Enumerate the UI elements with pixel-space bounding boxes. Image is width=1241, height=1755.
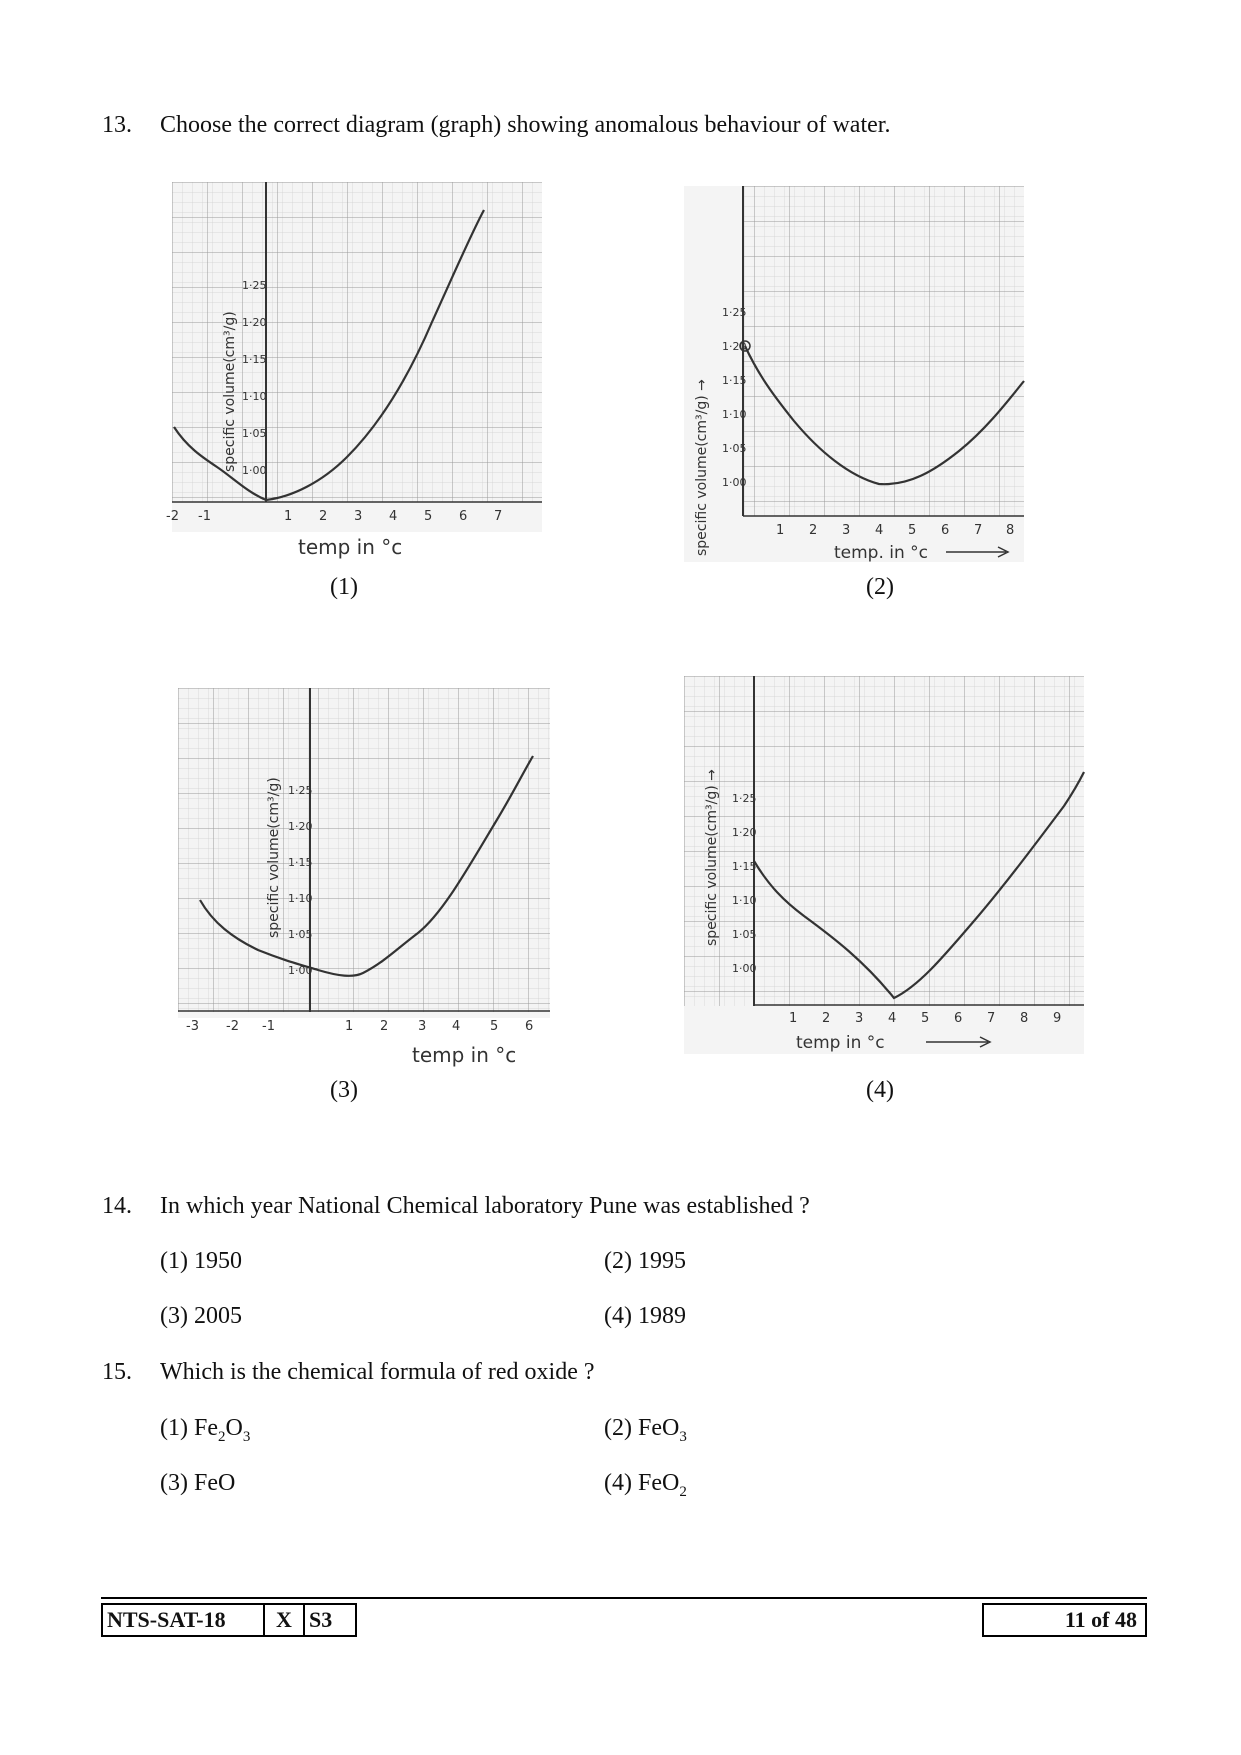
y-tick: 1·10 <box>732 894 757 907</box>
x-tick: 6 <box>459 509 468 524</box>
y-tick: 1·00 <box>242 464 267 477</box>
y-axis-label: specific volume(cm³/g) → <box>704 769 720 946</box>
x-tick: 7 <box>987 1011 996 1026</box>
class-code: X <box>265 1605 305 1635</box>
chemical-formula: FeO <box>193 1470 236 1496</box>
x-tick: 3 <box>842 523 851 538</box>
x-tick: 2 <box>380 1019 389 1034</box>
chemical-formula: FeO$_2$ <box>637 1470 687 1500</box>
y-tick: 1·25 <box>722 306 747 319</box>
x-tick: 2 <box>822 1011 831 1026</box>
x-ticks <box>776 523 1014 538</box>
x-tick: 2 <box>319 509 328 524</box>
option-4[interactable]: (4) 1989 <box>604 1303 686 1329</box>
x-tick: 3 <box>418 1019 427 1034</box>
graph-3 <box>178 688 550 1018</box>
x-tick: 7 <box>974 523 983 538</box>
x-axis-label: temp in °c <box>796 1033 885 1053</box>
graph-2 <box>684 186 1024 562</box>
option-label: (4) <box>604 1470 632 1496</box>
option-2[interactable] <box>604 1415 687 1446</box>
option-3[interactable]: (3) 2005 <box>160 1303 242 1329</box>
y-tick: 1·15 <box>732 860 757 873</box>
y-tick: 1·00 <box>288 964 313 977</box>
x-tick: 5 <box>490 1019 499 1034</box>
y-tick: 1·00 <box>732 962 757 975</box>
question-number: 14. <box>102 1193 132 1219</box>
chemical-formula: FeO$_3$ <box>637 1415 687 1445</box>
x-tick: 3 <box>855 1011 864 1026</box>
x-tick: 8 <box>1006 523 1015 538</box>
question-text: In which year National Chemical laboratory Pune was established ? <box>160 1193 810 1219</box>
y-tick: 1·05 <box>288 928 313 941</box>
y-tick: 1·05 <box>732 928 757 941</box>
x-tick: -2 <box>166 509 179 524</box>
footer-code-box <box>101 1603 357 1637</box>
question-text: Choose the correct diagram (graph) showing anomalous behaviour of water. <box>160 112 891 138</box>
y-tick: 1·25 <box>732 792 757 805</box>
y-tick: 1·20 <box>722 340 747 353</box>
y-axis-label: specific volume(cm³/g) → <box>694 379 710 556</box>
x-tick: 4 <box>452 1019 461 1034</box>
graph-4 <box>684 676 1084 1054</box>
y-axis-label: specific volume(cm³/g) <box>222 311 238 472</box>
y-tick: 1·25 <box>288 784 313 797</box>
y-tick: 1·20 <box>732 826 757 839</box>
y-tick: 1·00 <box>722 476 747 489</box>
y-tick: 1·15 <box>722 374 747 387</box>
x-tick: 4 <box>888 1011 897 1026</box>
x-tick: 8 <box>1020 1011 1029 1026</box>
section-code: S3 <box>309 1607 333 1632</box>
x-tick: 4 <box>389 509 398 524</box>
graph-caption: (3) <box>330 1077 358 1103</box>
paper-code: NTS-SAT-18 <box>103 1605 265 1635</box>
option-label: (1) <box>160 1415 188 1441</box>
option-1[interactable]: (1) 1950 <box>160 1248 242 1274</box>
y-tick: 1·10 <box>242 390 267 403</box>
x-tick: 5 <box>424 509 433 524</box>
x-axis-label: temp. in °c <box>834 543 929 563</box>
x-axis-label: temp in °c <box>412 1043 517 1067</box>
x-tick: 1 <box>284 509 293 524</box>
graph-caption: (2) <box>866 574 894 600</box>
y-tick: 1·25 <box>242 279 267 292</box>
question-text: Which is the chemical formula of red oxide ? <box>160 1359 595 1385</box>
x-tick: 2 <box>809 523 818 538</box>
y-tick: 1·05 <box>242 427 267 440</box>
question-number: 15. <box>102 1359 132 1385</box>
graph-3-axis-labels <box>180 1012 560 1072</box>
x-tick: 5 <box>908 523 917 538</box>
option-1[interactable] <box>160 1415 250 1446</box>
footer-divider <box>101 1597 1147 1599</box>
chemical-formula: $Fe_2O_3$ <box>193 1415 251 1445</box>
graph-1 <box>166 182 542 532</box>
x-ticks <box>166 509 502 524</box>
x-tick: 1 <box>776 523 785 538</box>
x-tick: -1 <box>262 1019 275 1034</box>
x-tick: 1 <box>789 1011 798 1026</box>
x-tick: 9 <box>1053 1011 1062 1026</box>
graph-caption: (1) <box>330 574 358 600</box>
y-tick: 1·10 <box>288 892 313 905</box>
page-number: 11 of 48 <box>982 1603 1147 1637</box>
y-tick: 1·10 <box>722 408 747 421</box>
option-3[interactable] <box>160 1470 235 1497</box>
x-tick: 6 <box>525 1019 534 1034</box>
option-label: (3) <box>160 1470 188 1496</box>
x-tick: 6 <box>941 523 950 538</box>
graph-caption: (4) <box>866 1077 894 1103</box>
question-number: 13. <box>102 112 132 138</box>
x-axis-label: temp in °c <box>298 535 403 559</box>
x-tick: 4 <box>875 523 884 538</box>
y-tick: 1·05 <box>722 442 747 455</box>
x-tick: -1 <box>198 509 211 524</box>
y-tick: 1·20 <box>242 316 267 329</box>
y-tick: 1·20 <box>288 820 313 833</box>
y-tick: 1·15 <box>288 856 313 869</box>
x-ticks <box>186 1019 533 1034</box>
x-tick: 6 <box>954 1011 963 1026</box>
x-ticks <box>789 1011 1061 1026</box>
x-tick: 3 <box>354 509 363 524</box>
x-tick: 1 <box>345 1019 354 1034</box>
x-tick: 5 <box>921 1011 930 1026</box>
x-tick: -3 <box>186 1019 199 1034</box>
option-4[interactable] <box>604 1470 687 1501</box>
y-tick: 1·15 <box>242 353 267 366</box>
option-label: (2) <box>604 1415 632 1441</box>
y-axis-label: specific volume(cm³/g) <box>266 777 282 938</box>
x-tick: -2 <box>226 1019 239 1034</box>
option-2[interactable]: (2) 1995 <box>604 1248 686 1274</box>
x-tick: 7 <box>494 509 503 524</box>
